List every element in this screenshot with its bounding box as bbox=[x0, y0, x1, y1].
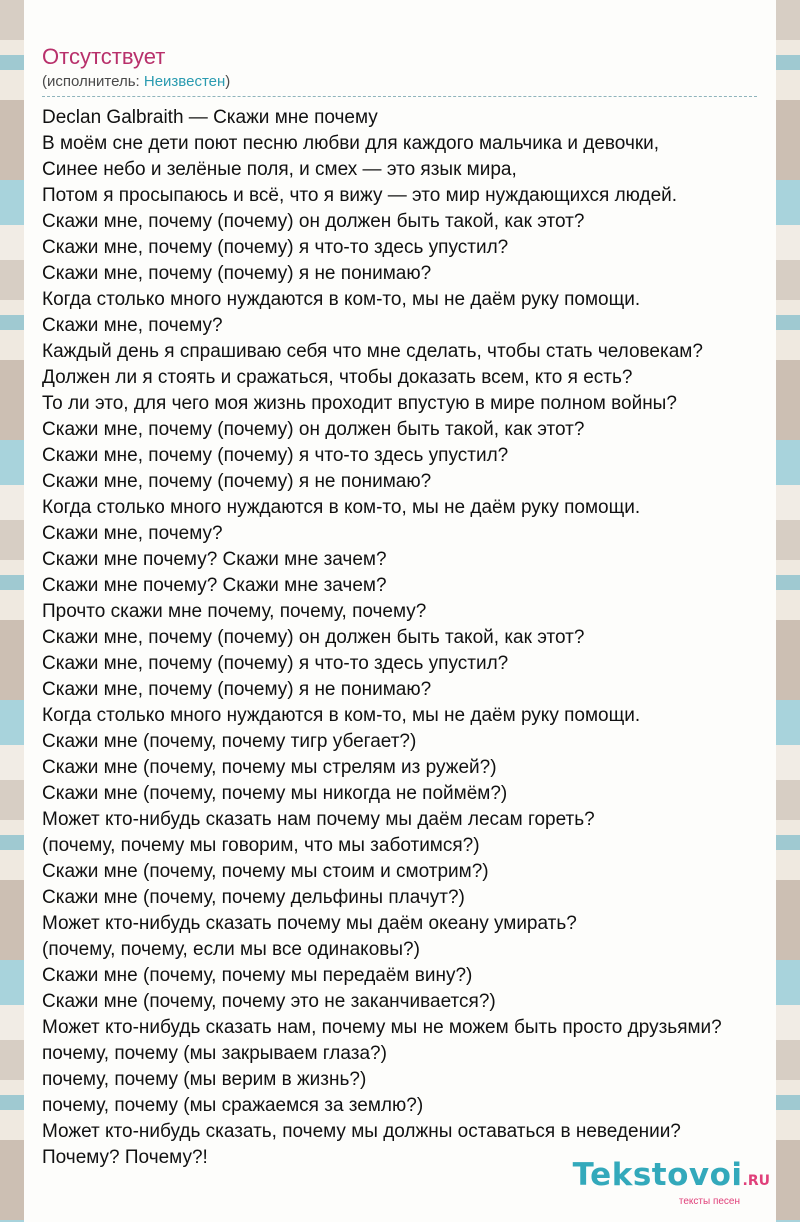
lyric-line: Скажи мне, почему? bbox=[42, 523, 223, 544]
lyric-line: Скажи мне, почему (почему) я что-то здесь упустил? bbox=[42, 653, 509, 674]
lyric-line: В моём сне дети поют песню любви для каждого мальчика и девочки, bbox=[42, 133, 660, 154]
lyric-line: Скажи мне (почему, почему мы никогда не поймём?) bbox=[42, 783, 508, 804]
lyric-line: Скажи мне, почему (почему) он должен быть такой, как этот? bbox=[42, 211, 585, 232]
lyric-line: Скажи мне (почему, почему мы стрелям из ружей?) bbox=[42, 757, 497, 778]
lyric-line: Когда столько много нуждаются в ком-то, мы не даём руку помощи. bbox=[42, 497, 641, 518]
lyric-line: Каждый день я спрашиваю себя что мне сделать, чтобы стать человекам? bbox=[42, 341, 703, 362]
lyric-line: Скажи мне, почему (почему) я что-то здесь упустил? bbox=[42, 237, 509, 258]
lyric-line: Может кто-нибудь сказать нам почему мы даём лесам гореть? bbox=[42, 809, 595, 830]
site-logo[interactable] bbox=[573, 1158, 770, 1208]
lyric-line: Должен ли я стоять и сражаться, чтобы доказать всем, кто я есть? bbox=[42, 367, 633, 388]
song-title: Отсутствует bbox=[42, 44, 166, 69]
lyric-line: Скажи мне почему? Скажи мне зачем? bbox=[42, 575, 387, 596]
artist-prefix: (исполнитель: bbox=[42, 73, 144, 90]
lyric-line: почему, почему (мы закрываем глаза?) bbox=[42, 1043, 387, 1064]
lyric-line: Скажи мне, почему (почему) он должен быть такой, как этот? bbox=[42, 627, 585, 648]
lyric-line: То ли это, для чего моя жизнь проходит впустую в мире полном войны? bbox=[42, 393, 677, 414]
lyric-line: Скажи мне, почему (почему) я не понимаю? bbox=[42, 471, 432, 492]
lyric-line: Скажи мне (почему, почему мы стоим и смотрим?) bbox=[42, 861, 489, 882]
lyric-line: Прочто скажи мне почему, почему, почему? bbox=[42, 601, 427, 622]
logo-tagline: тексты песен bbox=[678, 1196, 740, 1207]
lyric-line: Скажи мне, почему? bbox=[42, 315, 223, 336]
lyric-line: Скажи мне (почему, почему дельфины плачут?) bbox=[42, 887, 465, 908]
lyric-line: Синее небо и зелёные поля, и смех — это язык мира, bbox=[42, 159, 517, 180]
lyrics-body bbox=[42, 105, 782, 1171]
song-header bbox=[42, 44, 757, 97]
lyric-line: Потом я просыпаюсь и всё, что я вижу — это мир нуждающихся людей. bbox=[42, 185, 678, 206]
lyric-line: Скажи мне, почему (почему) я что-то здесь упустил? bbox=[42, 445, 509, 466]
lyric-line: Скажи мне (почему, почему это не заканчивается?) bbox=[42, 991, 496, 1012]
lyric-line: Может кто-нибудь сказать нам, почему мы не можем быть просто друзьями? bbox=[42, 1017, 722, 1038]
lyric-line: Скажи мне (почему, почему мы передаём вину?) bbox=[42, 965, 473, 986]
lyric-line: почему, почему (мы верим в жизнь?) bbox=[42, 1069, 367, 1090]
artist-line bbox=[42, 72, 757, 97]
lyric-line: Скажи мне, почему (почему) он должен быть такой, как этот? bbox=[42, 419, 585, 440]
lyric-line: почему, почему (мы сражаемся за землю?) bbox=[42, 1095, 424, 1116]
lyric-line: Когда столько много нуждаются в ком-то, мы не даём руку помощи. bbox=[42, 705, 641, 726]
lyric-line: Может кто-нибудь сказать, почему мы должны оставаться в неведении? bbox=[42, 1121, 681, 1142]
lyric-line: (почему, почему мы говорим, что мы заботимся?) bbox=[42, 835, 480, 856]
lyric-line: Может кто-нибудь сказать почему мы даём океану умирать? bbox=[42, 913, 577, 934]
artist-suffix: ) bbox=[225, 73, 231, 90]
logo-tld: .RU bbox=[742, 1173, 770, 1189]
lyric-line: Declan Galbraith — Скажи мне почему bbox=[42, 107, 378, 128]
lyric-line: Когда столько много нуждаются в ком-то, мы не даём руку помощи. bbox=[42, 289, 641, 310]
lyric-line: Скажи мне, почему (почему) я не понимаю? bbox=[42, 679, 432, 700]
lyric-line: Скажи мне почему? Скажи мне зачем? bbox=[42, 549, 387, 570]
lyric-line: Скажи мне (почему, почему тигр убегает?) bbox=[42, 731, 417, 752]
logo-text: Tekstovoi bbox=[572, 1157, 743, 1193]
logo-wordmark bbox=[573, 1158, 770, 1198]
lyric-line: (почему, почему, если мы все одинаковы?) bbox=[42, 939, 420, 960]
lyric-line: Почему? Почему?! bbox=[42, 1147, 208, 1168]
artist-link[interactable]: Неизвестен bbox=[143, 73, 226, 90]
lyric-line: Скажи мне, почему (почему) я не понимаю? bbox=[42, 263, 432, 284]
